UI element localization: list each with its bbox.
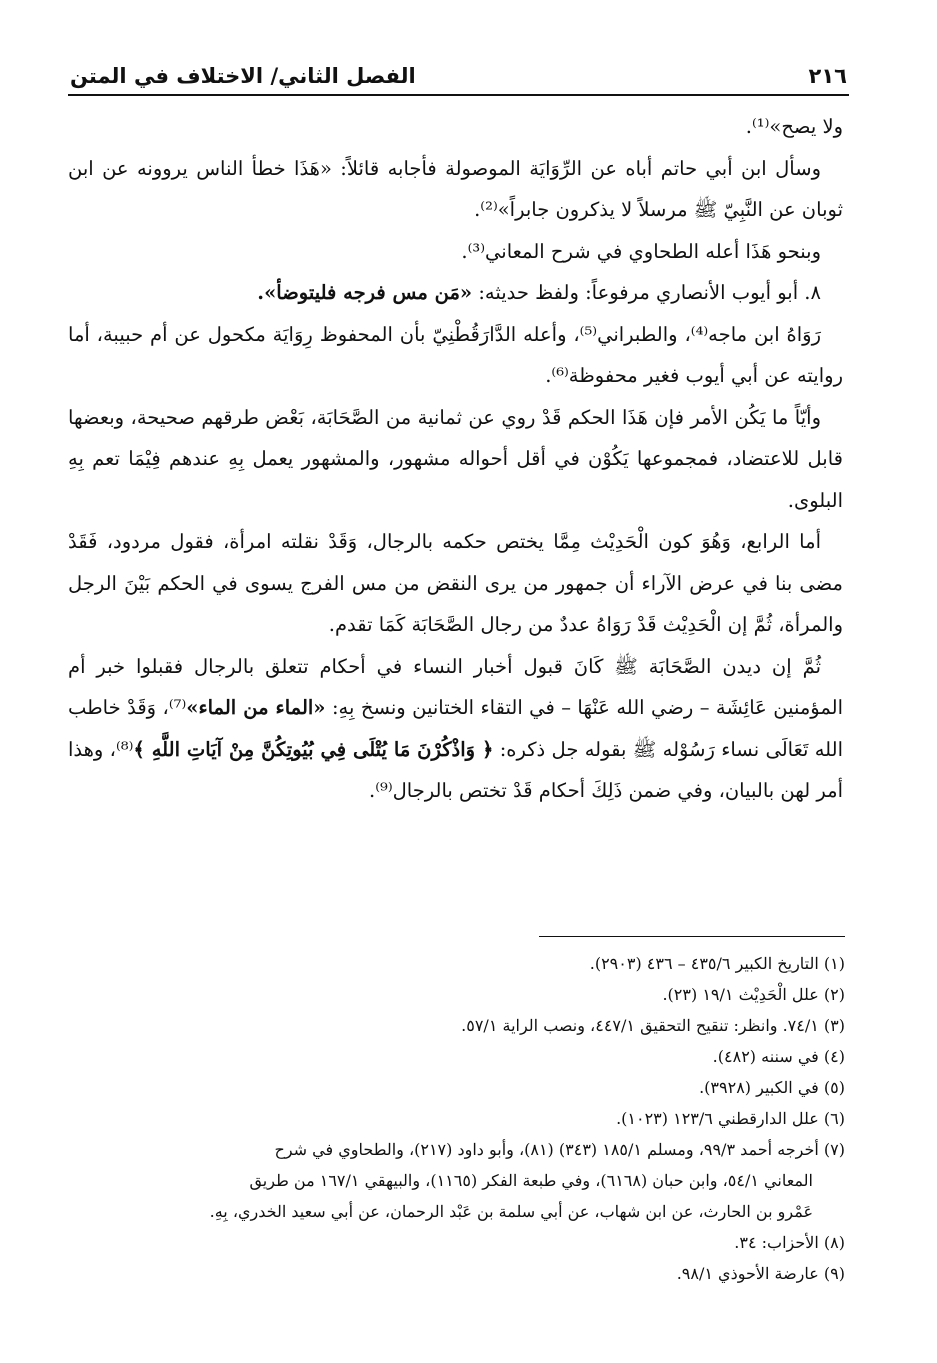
paragraph-continuation: ولا يصح»⁽¹⁾. [745,115,843,138]
paragraph-hadith-8 [68,272,843,314]
footnote-8: (٨) الأحزاب: ٣٤. [734,1233,845,1252]
footnote-4: (٤) في سننه (٤٨٢). [712,1047,845,1066]
page-header [70,58,847,94]
footnote-1: (١) التاريخ الكبير ٤٣٥/٦ – ٤٣٦ (٢٩٠٣). [589,954,845,973]
page-number: ٢١٦ [808,64,847,88]
main-text [68,106,843,812]
text-run: ⁽⁷⁾، وَقَدْ خاطب الله تَعَالَى نساء رَسُوْله ﷺ بقوله جل ذكره: [68,696,843,761]
footnote-7-continuation: عَمْرو بن الحارث، عن ابن شهاب، عن أبي سلمة بن عَبْد الرحمان، عن أبي سعيد الخدري، بِهِ. [209,1202,813,1221]
text-run: ⁽⁸⁾، وهذا أمر لهن بالبيان، وفي ضمن ذَلِكَ أحكام قَدْ تختص بالرجال⁽⁹⁾. [68,737,843,802]
paragraph: وسأل ابن أبي حاتم أباه عن الرِّوَايَة الموصولة فأجابه قائلاً: «هَذَا خطأ الناس يروونه عن ابن ثوبان عن النَّبِيّ ﷺ مرسلاً لا يذكرون جابراً»⁽²⁾. [68,156,843,221]
footnote-rule [539,936,845,937]
hadith-text: «مَن مس فرجه فليتوضأ». [257,281,473,304]
hadith-intro: ٨. أبو أيوب الأنصاري مرفوعاً: ولفظ حديثه: [472,281,821,304]
footnote-6: (٦) علل الدارقطني ١٢٣/٦ (١٠٢٣). [616,1109,845,1128]
running-title: الفصل الثاني/ الاختلاف في المتن [70,64,416,88]
paragraph: رَوَاهُ ابن ماجه⁽⁴⁾، والطبراني⁽⁵⁾، وأعله الدَّارَقُطْنِيّ بأن المحفوظ رِوَايَة مكحول عن أم حبيبة، أما روايته عن أبي أيوب فغير محفوظة⁽⁶⁾. [68,322,843,387]
footnote-7: (٧) أخرجه أحمد ٩٩/٣، ومسلم ١٨٥/١ (٣٤٣) (٨١)، وأبو داود (٢١٧)، والطحاوي في شرح [274,1140,845,1159]
footnote-3: (٣) ٧٤/١. وانظر: تنقيح التحقيق ٤٤٧/١، ونصب الراية ٥٧/١. [461,1016,845,1035]
footnote-7-continuation: المعاني ٥٤/١، وابن حبان (٦١٦٨)، وفي طبعة الفكر (١١٦٥)، والبيهقي ١٦٧/١ من طريق [249,1171,813,1190]
footnote-2: (٢) علل الْحَدِيْث ١٩/١ (٢٣). [662,985,845,1004]
footnote-9: (٩) عارضة الأحوذي ٩٨/١. [676,1264,845,1283]
paragraph-quran [68,646,843,812]
footnotes [68,948,845,1289]
hadith-quote: «الماء من الماء» [186,696,326,719]
text-run: ثُمَّ إن ديدن الصَّحَابَة ﷺ كَانَ قبول أخبار النساء في أحكام تتعلق بالرجال فقبلوا خبر أم المؤمنين عَائِشَة – رضي الله عَنْهَا – في التقاء الختانين ونسخ بِهِ: [68,654,843,719]
paragraph: وأيّاً ما يَكُن الأمر فإن هَذَا الحكم قَدْ روي عن ثمانية من الصَّحَابَة، بَعْض طرقهم صحيحة، وبعضها قابل للاعتضاد، فمجموعها يَكُوْن في أقل أحواله مشهور، والمشهور يعمل بِهِ عندهم فِيْمَا تعم بِهِ البلوى. [68,405,843,512]
paragraph: أما الرابع، وَهُوَ كون الْحَدِيْث مِمَّا يختص حكمه بالرجال، وَقَدْ نقلته امرأة، فقول مردود، فَقَدْ مضى بنا في عرض الآراء أن جمهور من يرى النقض من مس الفرج يسوى في الحكم بَيْنَ الرجل والمرأة، ثُمَّ إن الْحَدِيْث قَدْ رَوَاهُ عددٌ من رجال الصَّحَابَة كَمَا تقدم. [68,530,843,636]
paragraph: وبنحو هَذَا أعله الطحاوي في شرح المعاني⁽³⁾. [461,239,821,263]
header-rule [68,94,849,96]
footnote-5: (٥) في الكبير (٣٩٢٨). [699,1078,845,1097]
quran-verse: ﴿ وَاذْكُرْنَ مَا يُتْلَى فِي بُيُوتِكُنَّ مِنْ آيَاتِ اللَّهِ ﴾ [133,737,494,761]
